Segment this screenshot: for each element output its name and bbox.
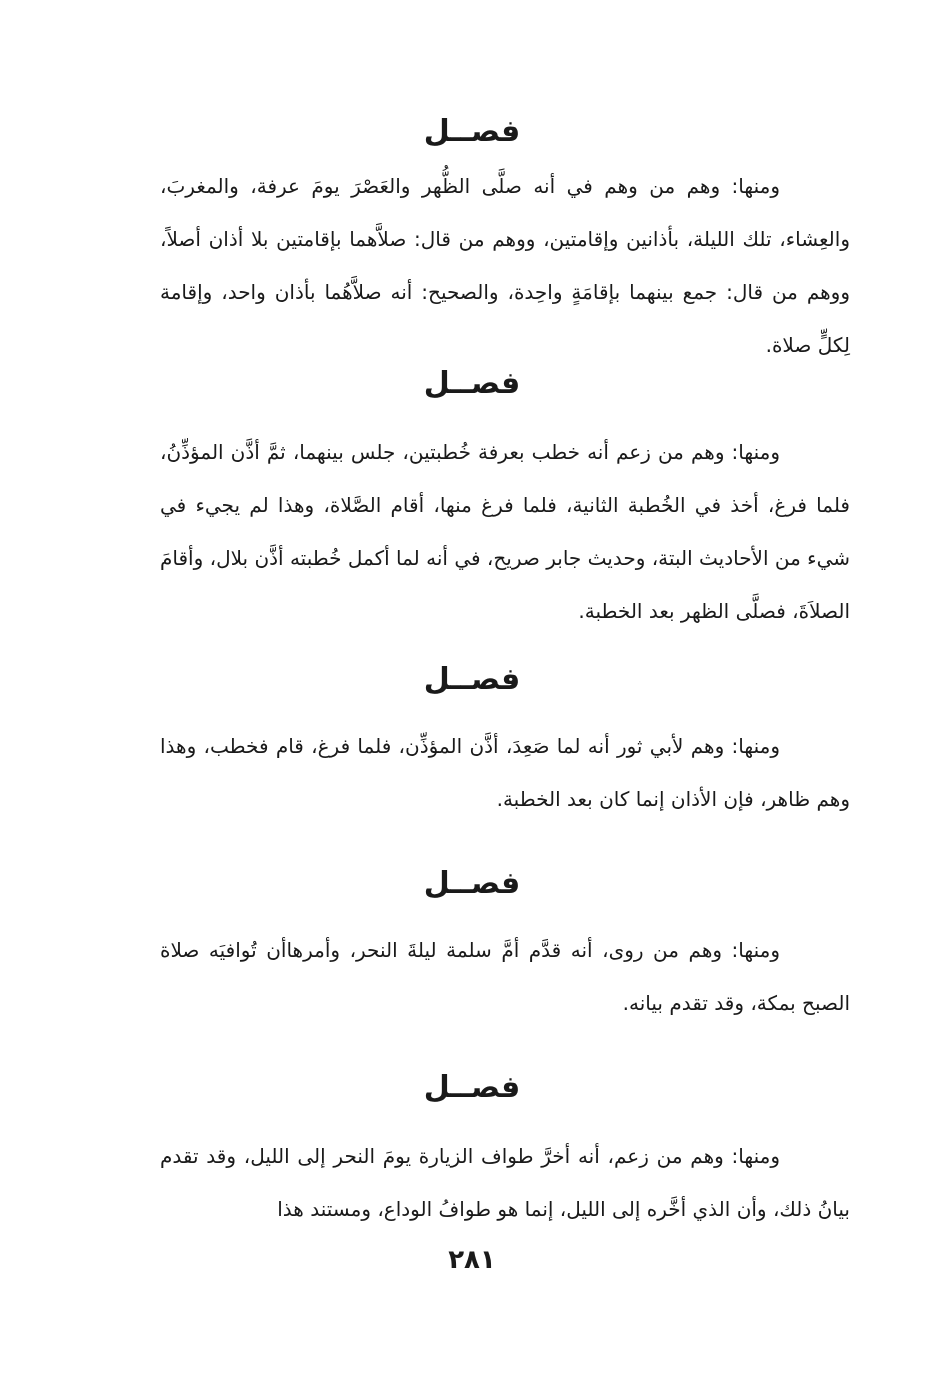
section-heading: فصــل bbox=[423, 866, 521, 901]
paragraph-text: ومنها: وهم من زعم أنه خطب بعرفة خُطبتين، جلس بينهما، ثمَّ أذَّن المؤذِّنُ، فلما فرغ، أخذ في الخُطبة الثانية، فلما فرغ منها، أقام الصَّلاة، وهذا لم يجيء في شيء من الأحاديث البتة، وحديث جابر صريح، في أنه لما أكمل خُطبته أذَّن بلال، وأقامَ الصلاَةَ، فصلَّى الظهر بعد الخطبة. bbox=[160, 440, 850, 623]
section-heading: فصــل bbox=[423, 662, 521, 697]
section-heading: فصــل bbox=[423, 1070, 521, 1105]
section-paragraph bbox=[160, 160, 850, 372]
section-paragraph bbox=[160, 1130, 850, 1236]
paragraph-text: ومنها: وهم من روى، أنه قدَّم أمَّ سلمة ليلةَ النحر، وأمرهاأن تُوافيَه صلاة الصبح بمكة، وقد تقدم بيانه. bbox=[160, 938, 850, 1015]
section-paragraph bbox=[160, 426, 850, 638]
paragraph-text: ومنها: وهم لأبي ثور أنه لما صَعِدَ، أذَّن المؤذِّن، فلما فرغ، قام فخطب، وهذا وهم ظاهر، فإن الأذان إنما كان بعد الخطبة. bbox=[160, 734, 850, 811]
section-paragraph bbox=[160, 924, 850, 1030]
section-paragraph bbox=[160, 720, 850, 826]
page-number: ٢٨١ bbox=[448, 1245, 496, 1275]
paragraph-text: ومنها: وهم من وهم في أنه صلَّى الظُّهر والعَصْرَ يومَ عرفة، والمغربَ، والعِشاء، تلك الليلة، بأذانين وإقامتين، ووهم من قال: صلاَّهما بإقامتين بلا أذان أصلاً، ووهم من قال: جمع بينهما بإقامَةٍ واحِدة، والصحيح: أنه صلاَّهُما بأذان واحد، وإقامة لِكلٍّ صلاة. bbox=[160, 174, 850, 357]
section-heading: فصــل bbox=[423, 114, 521, 149]
paragraph-text: ومنها: وهم من زعم، أنه أخرَّ طواف الزيارة يومَ النحر إلى الليل، وقد تقدم بيانُ ذلك، وأن الذي أخَّره إلى الليل، إنما هو طوافُ الوداع، ومستند هذا bbox=[160, 1144, 850, 1221]
section-heading: فصــل bbox=[423, 366, 521, 401]
